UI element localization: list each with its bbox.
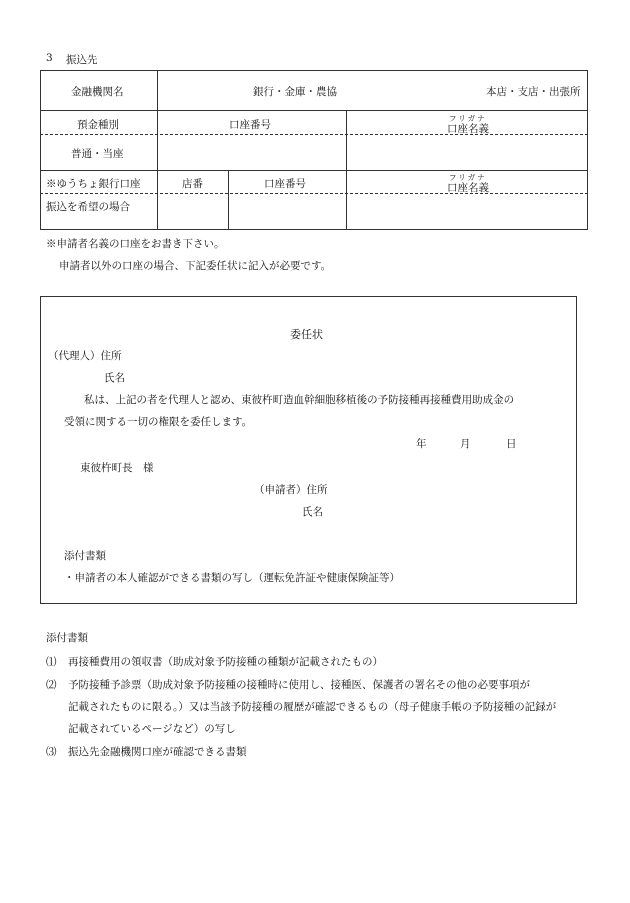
section-number: 3 (46, 52, 53, 64)
attachment-2-line1: 予防接種予診票（助成対象予防接種の接種時に使用し、接種医、保護者の署名その他の必要事項が (68, 679, 530, 691)
applicant-name-label: 氏名 (302, 506, 323, 518)
month-label: 月 (460, 438, 471, 450)
year-label: 年 (416, 438, 427, 450)
account-holder-label: 口座名義 (447, 123, 489, 135)
branch-types: 本店・支店・出張所 (486, 86, 581, 98)
agent-address-label: （代理人）住所 (48, 350, 122, 362)
institution-label: 金融機関名 (71, 86, 124, 98)
proxy-attachment-item: ・申請者の本人確認ができる書類の写し（運転免許証や健康保険証等） (64, 572, 400, 584)
furigana-label: フリガナ (449, 114, 487, 123)
attachment-2-number: ⑵ (46, 679, 57, 691)
attachment-1: 再接種費用の領収書（助成対象予防接種の種類が記載されたもの） (68, 656, 383, 668)
agent-name-label: 氏名 (104, 372, 125, 384)
yucho-account-number-label: 口座番号 (264, 178, 306, 190)
attachment-1-number: ⑴ (46, 656, 57, 668)
day-label: 日 (506, 438, 517, 450)
yucho-note-line1: ※ゆうちょ銀行口座 (46, 178, 141, 190)
deposit-type-value: 普通・当座 (71, 148, 124, 160)
attachments-heading: 添付書類 (46, 632, 88, 644)
note-line1: ※申請者名義の口座をお書き下さい。 (46, 238, 225, 250)
bank-types: 銀行・金庫・農協 (253, 86, 337, 98)
attachment-2-line2: 記載されたものに限る。）又は当該予防接種の履歴が確認できるもの（母子健康手帳の予防接種の記録が (68, 701, 557, 713)
yucho-furigana-label: フリガナ (449, 173, 487, 182)
attachment-3-number: ⑶ (46, 746, 57, 758)
addressee: 東彼杵町長 様 (80, 462, 154, 474)
store-number-label: 店番 (182, 178, 203, 190)
note-line2: 申請者以外の口座の場合、下記委任状に記入が必要です。 (59, 260, 332, 272)
account-number-label: 口座番号 (229, 119, 271, 131)
section-title: 振込先 (66, 54, 98, 66)
proxy-body-line1: 私は、上記の者を代理人と認め、東彼杵町造血幹細胞移植後の予防接種再接種費用助成金の (84, 394, 515, 406)
proxy-attachments-heading: 添付書類 (64, 550, 106, 562)
applicant-address-label: （申請者）住所 (254, 484, 328, 496)
proxy-title: 委任状 (290, 328, 323, 341)
proxy-body-line2: 受領に関する一切の権限を委任します。 (64, 416, 253, 428)
attachment-2-line3: 記載されているページなど）の写し (68, 723, 236, 735)
yucho-account-holder-label: 口座名義 (447, 182, 489, 194)
deposit-type-label: 預金種別 (77, 119, 119, 131)
proxy-box (40, 296, 577, 604)
attachment-3: 振込先金融機関口座が確認できる書類 (68, 746, 247, 758)
yucho-note-line2: 振込を希望の場合 (46, 201, 130, 213)
